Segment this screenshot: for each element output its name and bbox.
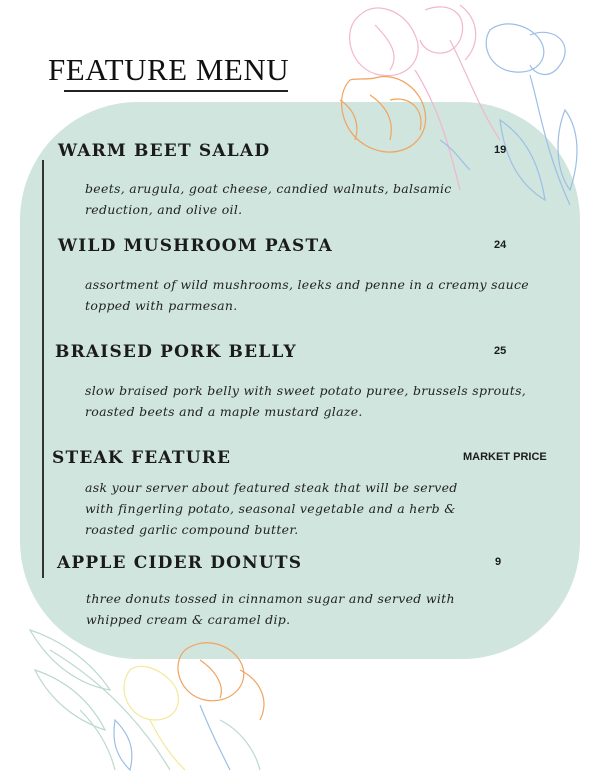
item-description: ask your server about featured steak that will be served with fingerling potato, seasonal vegetable and a herb & roasted garlic compound butter. xyxy=(85,480,458,537)
pink-flower-petal xyxy=(420,7,463,53)
green-stem xyxy=(50,650,170,770)
blue-flower-petal xyxy=(486,24,544,72)
item-description: slow braised pork belly with sweet potato puree, brussels sprouts, roasted beets and a maple mustard glaze. xyxy=(85,383,527,419)
pink-flower-petal xyxy=(350,8,418,76)
item-price: 25 xyxy=(494,345,507,357)
yellow-stem xyxy=(150,720,185,770)
item-name: APPLE CIDER DONUTS xyxy=(57,553,303,573)
blue-leaf xyxy=(114,720,132,770)
item-name: BRAISED PORK BELLY xyxy=(55,342,297,362)
green-leaf xyxy=(80,710,115,770)
item-price: MARKET PRICE xyxy=(463,451,547,463)
item-name: WILD MUSHROOM PASTA xyxy=(58,236,333,256)
item-description: assortment of wild mushrooms, leeks and penne in a creamy sauce topped with parmesan. xyxy=(85,277,529,313)
pink-flower-petal xyxy=(375,25,394,70)
orange-flower-petal xyxy=(200,660,221,698)
item-price: 9 xyxy=(495,556,502,568)
orange-flower-petal xyxy=(240,670,264,720)
item-description: three donuts tossed in cinnamon sugar and served with whipped cream & caramel dip. xyxy=(86,591,455,627)
blue-stem xyxy=(200,705,230,770)
item-name: STEAK FEATURE xyxy=(52,448,232,468)
green-leaf xyxy=(35,670,105,730)
item-price: 24 xyxy=(494,239,507,251)
pink-leaf xyxy=(460,5,476,60)
yellow-flower-petal xyxy=(124,666,178,720)
item-price: 19 xyxy=(494,144,507,156)
title-underline xyxy=(64,90,288,92)
vertical-divider xyxy=(42,160,44,578)
item-description: beets, arugula, goat cheese, candied walnuts, balsamic reduction, and olive oil. xyxy=(85,181,452,217)
green-leaf xyxy=(220,720,260,770)
item-name: WARM BEET SALAD xyxy=(58,141,271,161)
blue-flower-petal xyxy=(530,32,565,74)
menu-title: FEATURE MENU xyxy=(48,52,290,87)
